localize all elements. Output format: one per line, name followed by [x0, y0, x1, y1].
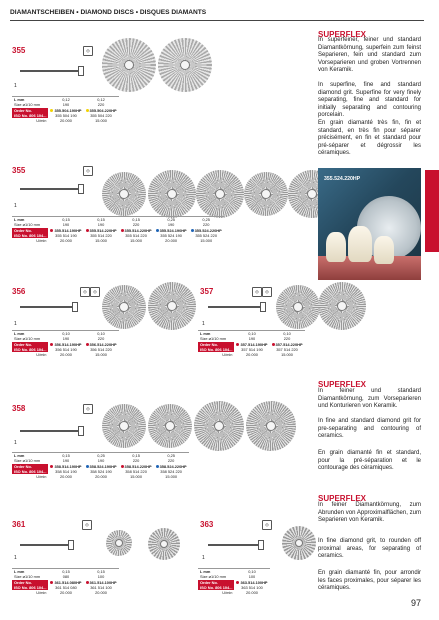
figure-number: 363 [200, 520, 214, 529]
order-number: 355.514.190HP [54, 227, 82, 233]
cell-lmm: 0,15 [48, 217, 83, 223]
cell-iso: 357 514 190 [241, 346, 263, 352]
cell-iso: 355 514 220 [125, 232, 147, 238]
cell-rpm: 15.000 [200, 238, 213, 244]
grit-dot [156, 229, 159, 232]
cell-lmm: 0,12 [84, 97, 119, 103]
disc-image [194, 401, 244, 451]
disc-image [102, 404, 146, 448]
figure-number: 361 [12, 520, 26, 529]
description-heading: SUPERFLEX [318, 494, 367, 503]
cell-size: 220 [167, 458, 175, 464]
photo-tooth [374, 236, 394, 264]
grit-dot [121, 229, 124, 232]
order-number: 357.514.190HP [240, 341, 268, 347]
row-label-lmm: L mm [12, 217, 48, 223]
cell-rpm: 15.000 [281, 352, 293, 358]
rpm-label: U/min [222, 352, 233, 358]
row-label-size: Size ⌀1/10 mm [200, 574, 227, 580]
cell-iso: 358 514 220 [125, 468, 147, 474]
cell-lmm: 0,15 [119, 217, 154, 223]
mandrel-shank [208, 544, 260, 546]
cell-rpm: 20.000 [246, 590, 258, 596]
disc-image [148, 528, 180, 560]
cell-rpm: 20.000 [95, 590, 107, 596]
order-number: 358.514.190HP [54, 463, 82, 469]
grit-icon: ◎ [252, 287, 262, 297]
order-number: 358.514.220HP [124, 463, 152, 469]
figure-number: 355 [12, 46, 26, 55]
cell-size: 190 [248, 336, 256, 342]
row-label-size: Size ⌀1/10 mm [14, 458, 41, 464]
grit-icon: ◎ [90, 287, 100, 297]
spec-table [12, 568, 119, 595]
row-label-iso: ISO No. 806 104... [14, 468, 47, 474]
order-number: 355.524.220HP [194, 227, 222, 233]
grit-dot [86, 109, 89, 112]
order-number: 357.514.220HP [275, 341, 303, 347]
cell-iso: 358 514 190 [55, 468, 77, 474]
grit-icon: ◎ [83, 166, 93, 176]
disc-edge-profile [78, 66, 84, 76]
cell-iso: 355 514 190 [55, 232, 77, 238]
row-label-lmm: L mm [12, 331, 48, 337]
grit-icon: ◎ [83, 46, 93, 56]
disc-image [244, 172, 288, 216]
cell-lmm: 0,12 [48, 97, 83, 103]
grit-dot [86, 343, 89, 346]
cell-lmm: 0,15 [119, 453, 154, 459]
description-fr: En grain diamanté fin, pour arrondir les faces proximales, pour séparer les céramiques. [318, 570, 421, 591]
rpm-label: U/min [36, 352, 47, 358]
description-de: In feiner Diamantkörnung, zum Abrunden von Approximalflächen, zum Separieren von Keramik. [318, 502, 421, 523]
order-number: 355.504.220HP [89, 107, 117, 113]
disc-image [158, 38, 212, 92]
spec-table [198, 330, 305, 357]
cell-size: 220 [132, 222, 140, 228]
row-label-lmm: L mm [198, 569, 234, 575]
rpm-label: U/min [36, 118, 47, 124]
row-label-size: Size ⌀1/10 mm [14, 336, 41, 342]
shank-type-label: 1 [14, 83, 17, 89]
cell-size: 190 [97, 458, 105, 464]
cell-rpm: 20.000 [60, 238, 72, 244]
figure-number: 356 [12, 287, 26, 296]
order-number: 355.514.220HP [124, 227, 152, 233]
order-number: 356.514.220HP [89, 341, 117, 347]
cell-iso: 363 514 100 [241, 584, 263, 590]
disc-image [196, 170, 244, 218]
order-number: 361.514.100HP [89, 579, 117, 585]
cell-size: 220 [97, 102, 105, 108]
cell-iso: 358 524 190 [90, 468, 112, 474]
disc-image [148, 170, 196, 218]
description-de: In feiner und standard Diamantkörnung, zum Vorseparieren und Konturieren von Keramik. [318, 388, 421, 409]
photo-tooth [326, 232, 346, 262]
row-label-size: Size ⌀1/10 mm [14, 102, 41, 108]
description-en: In fine diamond grit, to rounden off proximal areas, for separating of ceramics. [318, 538, 421, 559]
grit-dot [50, 465, 53, 468]
mandrel-shank [20, 188, 78, 190]
order-number: 358.524.190HP [89, 463, 117, 469]
cell-size: 190 [62, 336, 70, 342]
shank-type-label: 1 [14, 321, 17, 327]
description-fr: En grain diamanté très fin, fin et standard, en très fin pour séparer précisément, en fin et standard pour pré-séparer et dégrossir les céramiques. [318, 120, 421, 156]
row-label-iso: ISO No. 806 104... [200, 346, 233, 352]
row-label-order: Order No. [12, 228, 48, 233]
cell-rpm: 20.000 [60, 352, 72, 358]
row-label-order: Order No. [198, 342, 234, 347]
cell-size: 100 [97, 574, 105, 580]
cell-iso: 357 514 220 [276, 346, 298, 352]
grit-icon: ◎ [262, 287, 272, 297]
row-label-order: Order No. [198, 580, 234, 585]
disc-edge-profile [78, 184, 84, 194]
mandrel-shank [20, 70, 80, 72]
row-label-order: Order No. [12, 580, 48, 585]
row-label-size: Size ⌀1/10 mm [200, 336, 227, 342]
disc-image [148, 282, 196, 330]
mandrel-shank [20, 544, 70, 546]
cell-size: 080 [62, 574, 70, 580]
shank-type-label: 1 [14, 555, 17, 561]
disc-image [102, 38, 156, 92]
spec-table [12, 452, 189, 479]
row-label-iso: ISO No. 806 104... [200, 584, 233, 590]
rpm-label: U/min [36, 474, 47, 480]
cell-lmm: 0,25 [189, 217, 224, 223]
cell-iso: 361 514 080 [55, 584, 77, 590]
cell-size: 220 [283, 336, 291, 342]
grit-icon: ◎ [83, 404, 93, 414]
cell-iso: 355 504 220 [90, 112, 112, 118]
order-number: 356.514.190HP [54, 341, 82, 347]
page-number: 97 [410, 598, 421, 608]
grit-dot [236, 343, 239, 346]
grit-icon: ◎ [262, 520, 272, 530]
cell-iso: 355 504 190 [55, 112, 77, 118]
grit-dot [86, 581, 89, 584]
row-label-lmm: L mm [12, 569, 48, 575]
grit-dot [50, 109, 53, 112]
row-label-size: Size ⌀1/10 mm [14, 574, 41, 580]
cell-rpm: 20.000 [246, 352, 258, 358]
disc-image [148, 404, 192, 448]
cell-size: 190 [62, 222, 70, 228]
figure-number: 355 [12, 166, 26, 175]
description-heading: SUPERFLEX [318, 30, 367, 39]
cell-rpm: 20.000 [95, 474, 107, 480]
grit-icon: ◎ [82, 520, 92, 530]
photo-label: 355.524.220HP [324, 176, 361, 182]
grit-dot [50, 581, 53, 584]
cell-lmm: 0,10 [270, 331, 305, 337]
order-number: 358.524.220HP [159, 463, 187, 469]
cell-lmm: 0,15 [84, 569, 119, 575]
disc-image [318, 282, 366, 330]
cell-iso: 355 524 220 [195, 232, 217, 238]
grit-dot [121, 465, 124, 468]
order-number: 361.514.080HP [54, 579, 82, 585]
disc-edge-profile [260, 302, 266, 312]
cell-rpm: 20.000 [60, 118, 72, 124]
disc-edge-profile [78, 426, 84, 436]
cell-size: 190 [97, 222, 105, 228]
row-label-iso: ISO No. 806 104... [14, 584, 47, 590]
description-fr: En grain diamanté fin et standard, pour la pré-séparation et le contourage des céramiques. [318, 450, 421, 471]
cell-lmm: 0,15 [48, 453, 83, 459]
cell-iso: 356 514 190 [55, 346, 77, 352]
mandrel-shank [208, 306, 262, 308]
grit-dot [86, 465, 89, 468]
cell-iso: 356 514 220 [90, 346, 112, 352]
cell-lmm: 0,25 [154, 217, 189, 223]
cell-lmm: 0,25 [154, 453, 189, 459]
cell-iso: 361 514 100 [90, 584, 112, 590]
row-label-order: Order No. [12, 342, 48, 347]
rpm-label: U/min [36, 590, 47, 596]
cell-rpm: 15.000 [130, 238, 143, 244]
grit-dot [191, 229, 194, 232]
cell-rpm: 15.000 [165, 474, 178, 480]
rpm-label: U/min [36, 238, 47, 244]
cell-lmm: 0,15 [48, 569, 83, 575]
disc-edge-profile [68, 540, 74, 550]
cell-iso: 358 524 220 [160, 468, 182, 474]
order-number: 355.504.190HP [54, 107, 82, 113]
disc-image [276, 285, 320, 329]
cell-lmm: 0,10 [84, 331, 119, 337]
cell-size: 190 [62, 458, 70, 464]
disc-image [282, 526, 316, 560]
order-number: 355.524.190HP [159, 227, 187, 233]
description-en: In superfine, fine and standard diamond grit. Superfine for very finely separating, fine and standard for initially separating and contouring porcelain. [318, 82, 421, 118]
grit-dot [50, 229, 53, 232]
mandrel-shank [20, 306, 74, 308]
grit-dot [86, 229, 89, 232]
cell-lmm: 0,10 [234, 569, 269, 575]
disc-edge-profile [72, 302, 78, 312]
cell-iso: 355 514 220 [90, 232, 112, 238]
shank-type-label: 1 [202, 555, 205, 561]
disc-image [102, 285, 146, 329]
figure-number: 358 [12, 404, 26, 413]
spec-table [12, 216, 224, 243]
cell-size: 220 [132, 458, 140, 464]
cell-rpm: 15.000 [95, 238, 107, 244]
row-label-iso: ISO No. 806 104... [14, 112, 47, 118]
row-label-iso: ISO No. 806 104... [14, 232, 47, 238]
disc-image [102, 172, 146, 216]
disc-image [106, 530, 132, 556]
cell-rpm: 20.000 [60, 590, 72, 596]
cell-iso: 355 524 190 [160, 232, 182, 238]
cell-rpm: 20.000 [165, 238, 178, 244]
disc-image [246, 401, 296, 451]
cell-size: 220 [202, 222, 210, 228]
cell-size: 190 [62, 102, 70, 108]
spec-table [198, 568, 270, 595]
spec-table [12, 330, 119, 357]
disc-edge-profile [258, 540, 264, 550]
row-label-iso: ISO No. 806 104... [14, 346, 47, 352]
order-number: 355.514.220HP [89, 227, 117, 233]
page-header: DIAMANTSCHEIBEN • DIAMOND DISCS • DISQUES DIAMANTS [10, 6, 424, 21]
cell-size: 220 [97, 336, 105, 342]
grit-icon: ◎ [80, 287, 90, 297]
description-en: In fine and standard diamond grit for pre-separating and contouring of ceramics. [318, 418, 421, 439]
grit-dot [156, 465, 159, 468]
row-label-lmm: L mm [12, 97, 48, 103]
grit-dot [272, 343, 275, 346]
description-de: In superfeiner, feiner und standard Diamantkörnung, superfein zum feinst Separieren, fein und standard zum Vorseparieren und groben Vortrennen von Keramik. [318, 37, 421, 73]
figure-number: 357 [200, 287, 214, 296]
cell-rpm: 15.000 [95, 352, 107, 358]
spec-table [12, 96, 119, 123]
cell-lmm: 0,25 [84, 453, 119, 459]
grit-dot [236, 581, 239, 584]
order-number: 363.514.100HP [240, 579, 268, 585]
description-heading: SUPERFLEX [318, 380, 367, 389]
mandrel-shank [20, 430, 78, 432]
row-label-order: Order No. [12, 108, 48, 113]
rpm-label: U/min [222, 590, 233, 596]
photo-tooth [348, 226, 372, 262]
cell-lmm: 0,10 [234, 331, 269, 337]
row-label-size: Size ⌀1/10 mm [14, 222, 41, 228]
cell-lmm: 0,10 [48, 331, 83, 337]
shank-type-label: 1 [202, 321, 205, 327]
grit-dot [50, 343, 53, 346]
row-label-order: Order No. [12, 464, 48, 469]
row-label-lmm: L mm [198, 331, 234, 337]
cell-rpm: 15.000 [95, 118, 107, 124]
chapter-tab [425, 170, 439, 252]
shank-type-label: 1 [14, 440, 17, 446]
cell-size: 190 [167, 222, 175, 228]
cell-rpm: 20.000 [60, 474, 72, 480]
cell-size: 100 [248, 574, 256, 580]
shank-type-label: 1 [14, 203, 17, 209]
cell-rpm: 15.000 [130, 474, 143, 480]
row-label-lmm: L mm [12, 453, 48, 459]
cell-lmm: 0,15 [84, 217, 119, 223]
